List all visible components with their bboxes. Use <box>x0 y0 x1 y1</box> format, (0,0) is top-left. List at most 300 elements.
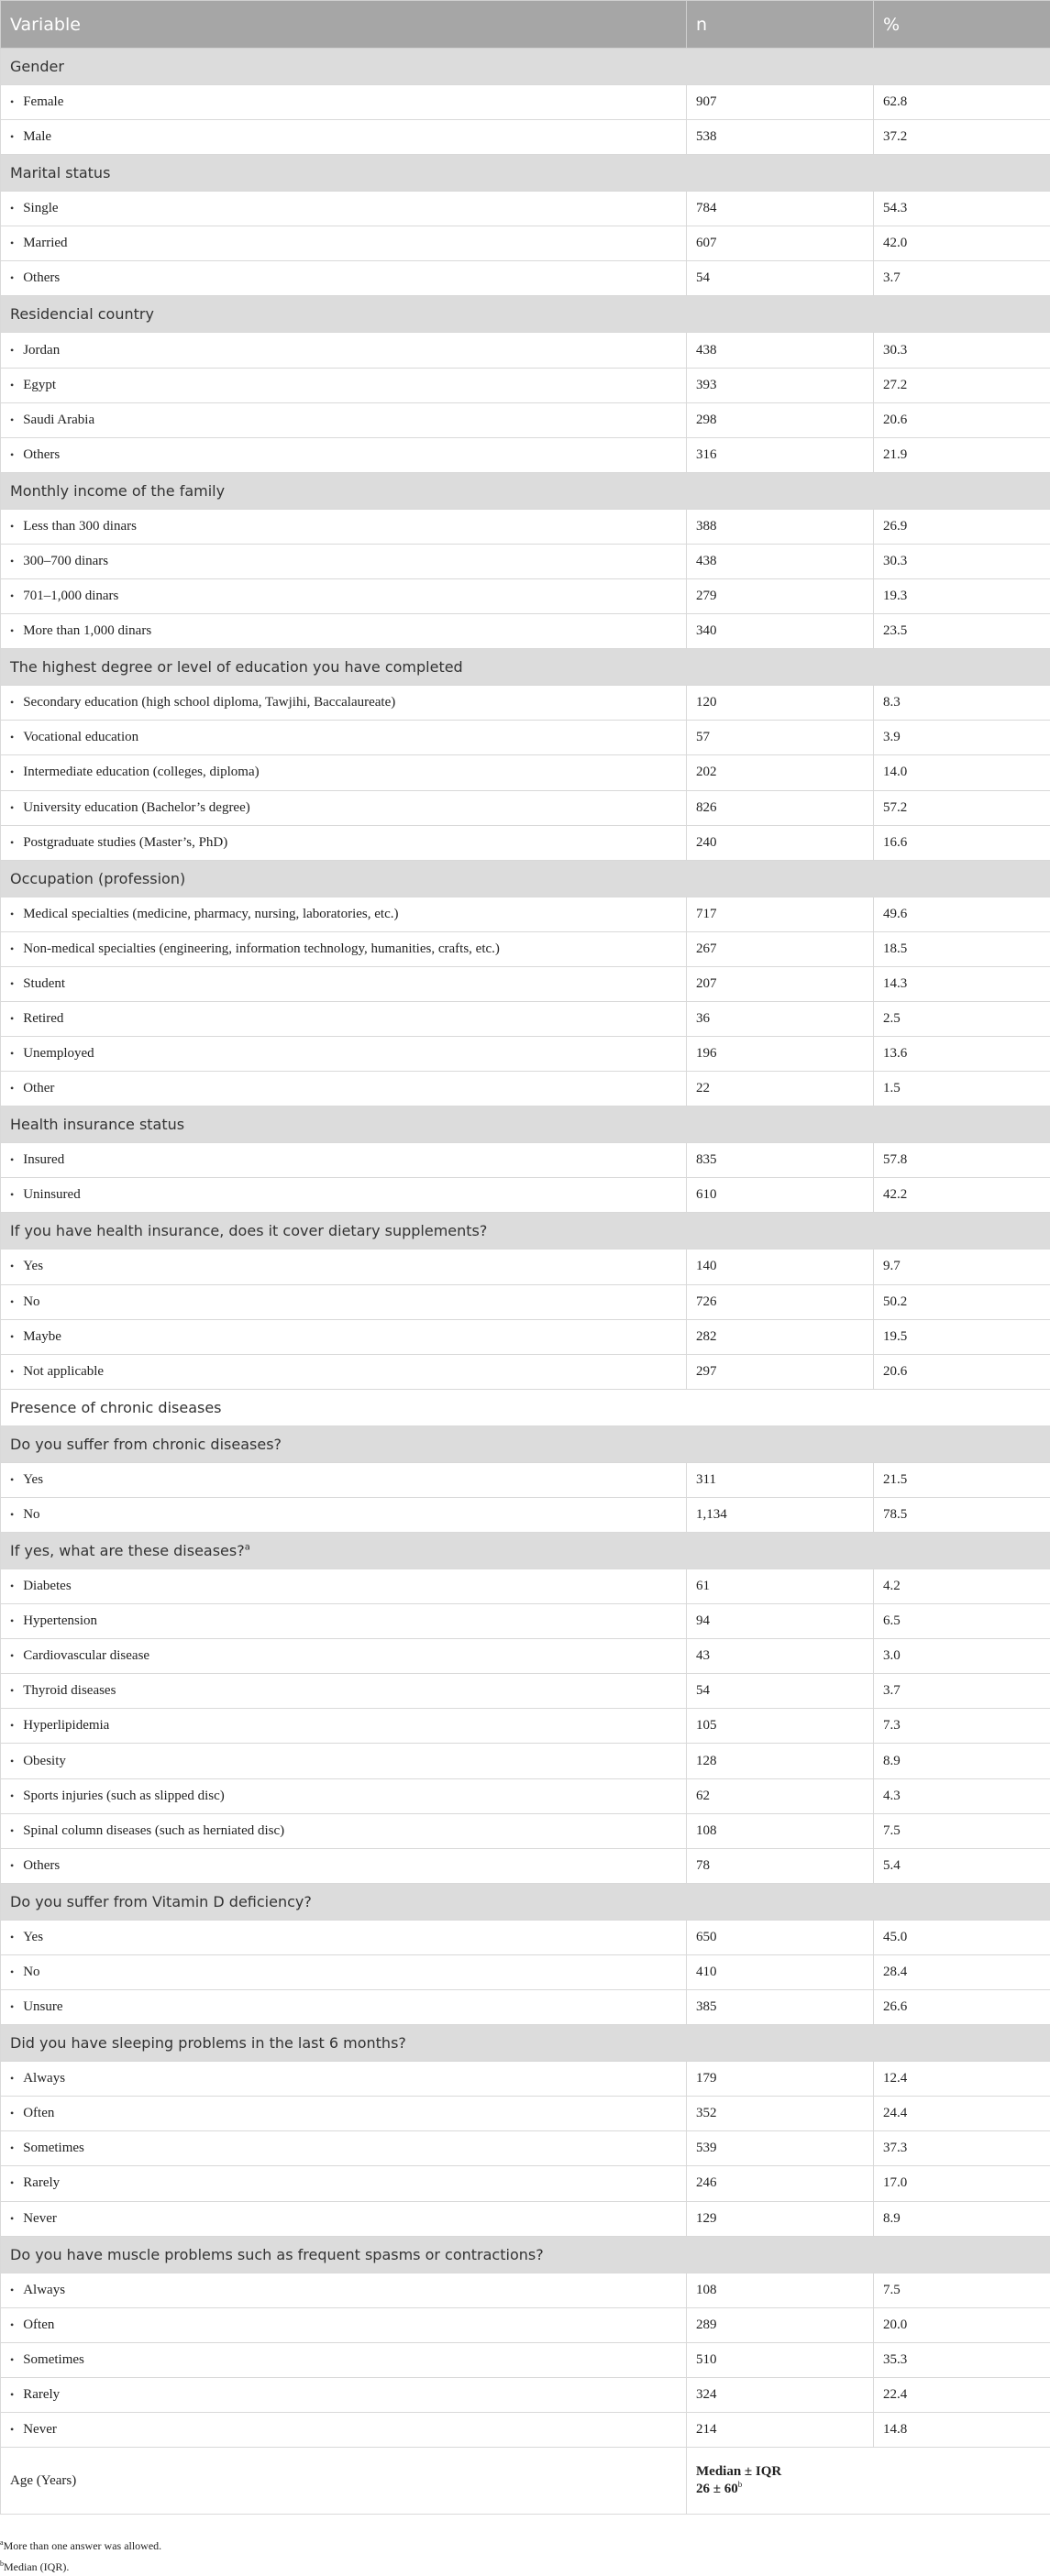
age-row <box>1 2448 1050 2515</box>
row-label: Others <box>23 1857 61 1873</box>
bullet-icon: • <box>10 2000 15 2014</box>
row-percent: 57.8 <box>874 1143 1050 1178</box>
row-label-cell <box>1 1178 687 1213</box>
section-title-text: Did you have sleeping problems in the last 6 months? <box>10 2034 406 2053</box>
row-count: 289 <box>687 2307 874 2342</box>
row-label: Other <box>23 1081 55 1096</box>
table-row <box>1 261 1050 296</box>
row-label-cell <box>1 333 687 368</box>
row-label: No <box>23 1964 40 1979</box>
row-label: No <box>23 1506 40 1522</box>
row-count: 179 <box>687 2062 874 2097</box>
section-title-text: The highest degree or level of education you have completed <box>10 658 463 677</box>
row-percent: 4.3 <box>874 1778 1050 1813</box>
row-label-cell <box>1 686 687 721</box>
section-row <box>1 2236 1050 2273</box>
section-row <box>1 1213 1050 1249</box>
row-percent: 7.5 <box>874 1813 1050 1848</box>
row-count: 120 <box>687 686 874 721</box>
section-row <box>1 1533 1050 1569</box>
row-percent: 78.5 <box>874 1497 1050 1532</box>
section-title <box>1 1883 1050 1920</box>
row-label: Others <box>23 270 61 286</box>
row-percent: 27.2 <box>874 368 1050 402</box>
table-row <box>1 755 1050 790</box>
row-count: 324 <box>687 2377 874 2412</box>
age-label: Age (Years) <box>1 2448 687 2515</box>
row-label-cell <box>1 1284 687 1319</box>
bullet-icon: • <box>10 2141 15 2155</box>
section-row <box>1 1389 1050 1426</box>
bullet-icon: • <box>10 765 15 779</box>
row-count: 393 <box>687 368 874 402</box>
row-label: Obesity <box>23 1753 66 1768</box>
row-count: 196 <box>687 1037 874 1072</box>
row-label-cell <box>1 1319 687 1354</box>
row-label: University education (Bachelor’s degree) <box>23 799 250 815</box>
row-label-cell <box>1 2201 687 2236</box>
age-value: 26 ± 60 <box>696 2482 738 2497</box>
table-row <box>1 2201 1050 2236</box>
row-label-cell <box>1 614 687 649</box>
table-row <box>1 686 1050 721</box>
row-percent: 13.6 <box>874 1037 1050 1072</box>
bullet-icon: • <box>10 1823 15 1837</box>
row-label-cell <box>1 1990 687 2025</box>
table-row <box>1 1354 1050 1389</box>
section-title <box>1 155 1050 192</box>
section-title <box>1 649 1050 686</box>
row-count: 108 <box>687 1813 874 1848</box>
table-row <box>1 579 1050 614</box>
row-percent: 2.5 <box>874 1001 1050 1036</box>
table-row <box>1 1497 1050 1532</box>
row-label-cell <box>1 85 687 120</box>
row-percent: 20.6 <box>874 1354 1050 1389</box>
table-row <box>1 1778 1050 1813</box>
footnote-marker: a <box>244 1542 250 1553</box>
row-percent: 42.2 <box>874 1178 1050 1213</box>
row-label-cell <box>1 1920 687 1954</box>
header-variable: Variable <box>1 1 687 49</box>
row-label-cell <box>1 966 687 1001</box>
row-label-cell <box>1 192 687 226</box>
table-row <box>1 1284 1050 1319</box>
row-count: 298 <box>687 402 874 437</box>
bullet-icon: • <box>10 976 15 990</box>
row-label-cell <box>1 1639 687 1674</box>
table-row <box>1 1604 1050 1639</box>
bullet-icon: • <box>10 2176 15 2190</box>
row-label: Insured <box>23 1152 65 1168</box>
row-label-cell <box>1 1813 687 1848</box>
row-count: 202 <box>687 755 874 790</box>
row-label: Hypertension <box>23 1613 98 1629</box>
section-title <box>1 1533 1050 1569</box>
table-row <box>1 1462 1050 1497</box>
bullet-icon: • <box>10 2352 15 2366</box>
bullet-icon: • <box>10 378 15 391</box>
table-row <box>1 1001 1050 1036</box>
bullet-icon: • <box>10 1614 15 1628</box>
bullet-icon: • <box>10 2317 15 2331</box>
row-label: Retired <box>23 1011 64 1027</box>
table-row <box>1 790 1050 825</box>
row-percent: 45.0 <box>874 1920 1050 1954</box>
row-label: Sports injuries (such as slipped disc) <box>23 1788 225 1803</box>
bullet-icon: • <box>10 1294 15 1308</box>
table-row <box>1 192 1050 226</box>
table-row <box>1 368 1050 402</box>
row-label: Rarely <box>23 2386 61 2402</box>
row-percent: 6.5 <box>874 1604 1050 1639</box>
bullet-icon: • <box>10 130 15 144</box>
row-label: Female <box>23 94 64 110</box>
bullet-icon: • <box>10 731 15 744</box>
bullet-icon: • <box>10 1472 15 1486</box>
row-label: Not applicable <box>23 1363 105 1379</box>
footnotes <box>0 2534 1050 2576</box>
row-count: 240 <box>687 825 874 860</box>
row-count: 214 <box>687 2412 874 2447</box>
section-title <box>1 2236 1050 2273</box>
row-label: 701–1,000 dinars <box>23 589 119 604</box>
table-row <box>1 2273 1050 2307</box>
section-row <box>1 296 1050 333</box>
table-row <box>1 1072 1050 1106</box>
section-title-text: If yes, what are these diseases? <box>10 1542 245 1559</box>
row-count: 510 <box>687 2342 874 2377</box>
section-title-text: Do you suffer from chronic diseases? <box>10 1435 282 1453</box>
table-row <box>1 1639 1050 1674</box>
table-row <box>1 1249 1050 1284</box>
row-label-cell <box>1 437 687 472</box>
row-percent: 3.9 <box>874 721 1050 755</box>
row-count: 207 <box>687 966 874 1001</box>
row-count: 726 <box>687 1284 874 1319</box>
row-label: Uninsured <box>23 1187 81 1203</box>
bullet-icon: • <box>10 1012 15 1026</box>
table-row <box>1 1954 1050 1989</box>
table-row <box>1 1319 1050 1354</box>
bullet-icon: • <box>10 202 15 215</box>
row-count: 105 <box>687 1709 874 1744</box>
bullet-icon: • <box>10 237 15 250</box>
table-row <box>1 437 1050 472</box>
row-percent: 4.2 <box>874 1569 1050 1604</box>
footnote-a <box>0 2534 1050 2555</box>
row-label-cell <box>1 1778 687 1813</box>
row-percent: 17.0 <box>874 2166 1050 2201</box>
row-label-cell <box>1 790 687 825</box>
table-row <box>1 1569 1050 1604</box>
row-count: 129 <box>687 2201 874 2236</box>
table-row <box>1 2377 1050 2412</box>
row-label: Rarely <box>23 2175 61 2191</box>
row-label-cell <box>1 1001 687 1036</box>
row-count: 388 <box>687 509 874 544</box>
row-label-cell <box>1 2342 687 2377</box>
header-n: n <box>687 1 874 49</box>
row-percent: 20.6 <box>874 402 1050 437</box>
row-label: Unemployed <box>23 1046 94 1062</box>
bullet-icon: • <box>10 343 15 357</box>
row-count: 311 <box>687 1462 874 1497</box>
row-label-cell <box>1 1848 687 1883</box>
row-count: 538 <box>687 120 874 155</box>
table-row <box>1 1813 1050 1848</box>
row-label: Egypt <box>23 377 57 392</box>
row-label-cell <box>1 509 687 544</box>
row-label: Others <box>23 446 61 462</box>
row-label-cell <box>1 897 687 931</box>
footnote-mark: a <box>0 2538 4 2547</box>
row-label-cell <box>1 261 687 296</box>
row-percent: 30.3 <box>874 544 1050 578</box>
row-label-cell <box>1 1604 687 1639</box>
bullet-icon: • <box>10 271 15 285</box>
row-percent: 1.5 <box>874 1072 1050 1106</box>
row-percent: 57.2 <box>874 790 1050 825</box>
row-percent: 23.5 <box>874 614 1050 649</box>
footnote-text: More than one answer was allowed. <box>3 2539 162 2552</box>
row-label: Saudi Arabia <box>23 412 95 427</box>
table-row <box>1 2062 1050 2097</box>
row-count: 340 <box>687 614 874 649</box>
bullet-icon: • <box>10 95 15 109</box>
table-body <box>1 49 1050 2515</box>
row-count: 54 <box>687 261 874 296</box>
row-count: 835 <box>687 1143 874 1178</box>
row-label-cell <box>1 1569 687 1604</box>
bullet-icon: • <box>10 1684 15 1698</box>
bullet-icon: • <box>10 1047 15 1061</box>
table-row <box>1 2342 1050 2377</box>
row-count: 57 <box>687 721 874 755</box>
table-row <box>1 333 1050 368</box>
section-title-text: Presence of chronic diseases <box>10 1398 222 1416</box>
bullet-icon: • <box>10 2423 15 2437</box>
row-percent: 7.5 <box>874 2273 1050 2307</box>
row-label: Sometimes <box>23 2141 84 2156</box>
section-title-text: Marital status <box>10 164 111 182</box>
table-row <box>1 544 1050 578</box>
row-count: 650 <box>687 1920 874 1954</box>
row-percent: 9.7 <box>874 1249 1050 1284</box>
row-label-cell <box>1 2412 687 2447</box>
row-count: 22 <box>687 1072 874 1106</box>
row-count: 43 <box>687 1639 874 1674</box>
row-label: Yes <box>23 1259 44 1274</box>
row-count: 140 <box>687 1249 874 1284</box>
bullet-icon: • <box>10 447 15 461</box>
row-label-cell <box>1 2307 687 2342</box>
bullet-icon: • <box>10 589 15 603</box>
footnote-b <box>0 2555 1050 2576</box>
row-percent: 26.9 <box>874 509 1050 544</box>
row-percent: 20.0 <box>874 2307 1050 2342</box>
row-label: Maybe <box>23 1328 61 1344</box>
section-title-text: Monthly income of the family <box>10 481 226 500</box>
row-label: Jordan <box>23 342 61 358</box>
section-row <box>1 1883 1050 1920</box>
table-row <box>1 897 1050 931</box>
section-title-text: Do you have muscle problems such as frequent spasms or contractions? <box>10 2245 544 2263</box>
row-count: 282 <box>687 1319 874 1354</box>
row-percent: 14.8 <box>874 2412 1050 2447</box>
bullet-icon: • <box>10 1507 15 1521</box>
row-label: Medical specialties (medicine, pharmacy, nursing, laboratories, etc.) <box>23 906 399 921</box>
row-count: 297 <box>687 1354 874 1389</box>
row-label-cell <box>1 2097 687 2131</box>
bullet-icon: • <box>10 1329 15 1343</box>
row-percent: 8.9 <box>874 2201 1050 2236</box>
row-label: Less than 300 dinars <box>23 518 137 534</box>
row-label-cell <box>1 1072 687 1106</box>
section-row <box>1 49 1050 85</box>
row-label: Secondary education (high school diploma, Tawjihi, Baccalaureate) <box>23 695 396 710</box>
section-row <box>1 1426 1050 1462</box>
row-percent: 5.4 <box>874 1848 1050 1883</box>
row-percent: 30.3 <box>874 333 1050 368</box>
row-count: 438 <box>687 333 874 368</box>
age-value-cell <box>687 2448 1050 2515</box>
row-label-cell <box>1 226 687 261</box>
table-row <box>1 2131 1050 2166</box>
table-row <box>1 85 1050 120</box>
row-percent: 50.2 <box>874 1284 1050 1319</box>
bullet-icon: • <box>10 1719 15 1733</box>
row-count: 438 <box>687 544 874 578</box>
row-percent: 22.4 <box>874 2377 1050 2412</box>
row-label: Unsure <box>23 1999 63 2015</box>
bullet-icon: • <box>10 2072 15 2086</box>
row-label-cell <box>1 1497 687 1532</box>
row-count: 279 <box>687 579 874 614</box>
bullet-icon: • <box>10 2107 15 2120</box>
table-row <box>1 721 1050 755</box>
row-label-cell <box>1 2377 687 2412</box>
row-label: Always <box>23 2282 66 2297</box>
section-title <box>1 2025 1050 2062</box>
row-label: Spinal column diseases (such as herniated disc) <box>23 1822 285 1838</box>
row-label-cell <box>1 120 687 155</box>
table-row <box>1 1990 1050 2025</box>
footnote-text: Median (IQR). <box>4 2560 70 2573</box>
row-label-cell <box>1 579 687 614</box>
row-label: Non-medical specialties (engineering, information technology, humanities, crafts, etc.) <box>23 941 500 956</box>
bullet-icon: • <box>10 1754 15 1767</box>
bullet-icon: • <box>10 1260 15 1273</box>
section-title <box>1 1213 1050 1249</box>
row-count: 539 <box>687 2131 874 2166</box>
row-percent: 49.6 <box>874 897 1050 931</box>
section-title <box>1 1426 1050 1462</box>
table-row <box>1 1178 1050 1213</box>
table-row <box>1 2097 1050 2131</box>
table-row <box>1 825 1050 860</box>
row-percent: 16.6 <box>874 825 1050 860</box>
row-count: 54 <box>687 1674 874 1709</box>
row-percent: 8.3 <box>874 686 1050 721</box>
bullet-icon: • <box>10 1082 15 1095</box>
bullet-icon: • <box>10 413 15 426</box>
bullet-icon: • <box>10 1649 15 1663</box>
section-title-text: Occupation (profession) <box>10 869 186 887</box>
row-label-cell <box>1 721 687 755</box>
section-title-text: Residencial country <box>10 305 154 324</box>
row-percent: 24.4 <box>874 2097 1050 2131</box>
row-count: 717 <box>687 897 874 931</box>
section-title <box>1 49 1050 85</box>
table-row <box>1 1848 1050 1883</box>
bullet-icon: • <box>10 624 15 638</box>
section-title-text: Gender <box>10 58 64 75</box>
row-percent: 21.5 <box>874 1462 1050 1497</box>
table-row <box>1 1709 1050 1744</box>
row-count: 410 <box>687 1954 874 1989</box>
row-label: 300–700 dinars <box>23 553 109 568</box>
section-row <box>1 649 1050 686</box>
row-label-cell <box>1 1709 687 1744</box>
section-row <box>1 155 1050 192</box>
table-row <box>1 2412 1050 2447</box>
row-percent: 62.8 <box>874 85 1050 120</box>
row-count: 108 <box>687 2273 874 2307</box>
bullet-icon: • <box>10 1188 15 1202</box>
row-label-cell <box>1 368 687 402</box>
bullet-icon: • <box>10 2283 15 2296</box>
row-label: Never <box>23 2422 57 2438</box>
row-label: Student <box>23 975 66 991</box>
table-row <box>1 1920 1050 1954</box>
row-label: Diabetes <box>23 1579 72 1594</box>
row-percent: 12.4 <box>874 2062 1050 2097</box>
section-title <box>1 472 1050 509</box>
bullet-icon: • <box>10 800 15 814</box>
row-label-cell <box>1 1249 687 1284</box>
row-count: 352 <box>687 2097 874 2131</box>
row-count: 1,134 <box>687 1497 874 1532</box>
row-percent: 8.9 <box>874 1744 1050 1778</box>
row-percent: 3.7 <box>874 1674 1050 1709</box>
row-percent: 54.3 <box>874 192 1050 226</box>
row-percent: 37.3 <box>874 2131 1050 2166</box>
row-count: 267 <box>687 931 874 966</box>
row-count: 907 <box>687 85 874 120</box>
row-percent: 28.4 <box>874 1954 1050 1989</box>
row-label-cell <box>1 1954 687 1989</box>
row-label: Postgraduate studies (Master’s, PhD) <box>23 834 228 850</box>
row-label-cell <box>1 1674 687 1709</box>
row-label: Hyperlipidemia <box>23 1718 110 1734</box>
row-count: 826 <box>687 790 874 825</box>
row-label: More than 1,000 dinars <box>23 623 152 639</box>
row-percent: 7.3 <box>874 1709 1050 1744</box>
row-count: 62 <box>687 1778 874 1813</box>
row-label: Vocational education <box>23 730 139 745</box>
row-label-cell <box>1 544 687 578</box>
table-row <box>1 402 1050 437</box>
row-percent: 3.0 <box>874 1639 1050 1674</box>
bullet-icon: • <box>10 2211 15 2225</box>
row-count: 78 <box>687 1848 874 1883</box>
bullet-icon: • <box>10 2387 15 2401</box>
row-label: Always <box>23 2071 66 2086</box>
row-count: 128 <box>687 1744 874 1778</box>
section-row <box>1 2025 1050 2062</box>
bullet-icon: • <box>10 907 15 920</box>
